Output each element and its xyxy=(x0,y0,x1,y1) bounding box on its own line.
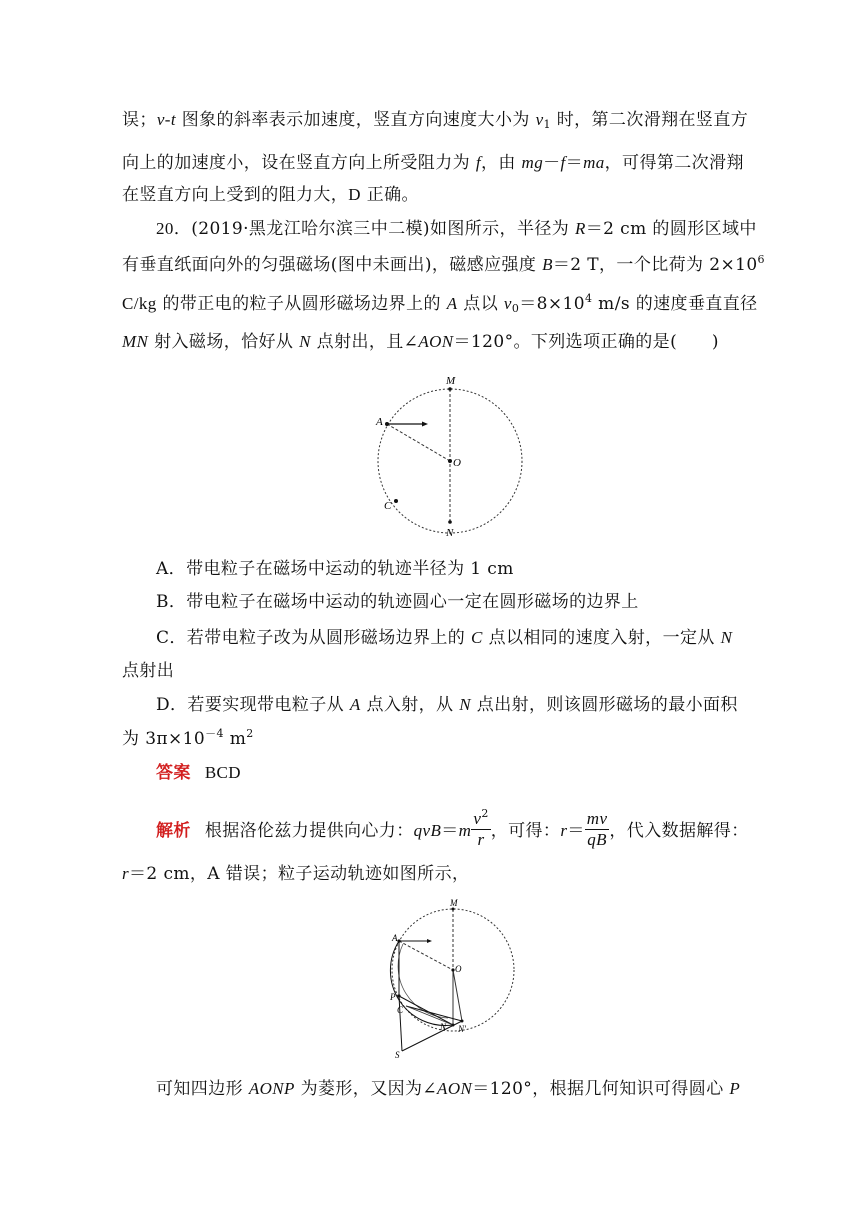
figure-trajectory xyxy=(380,896,530,1066)
arrow-head xyxy=(427,939,432,943)
label-a: A xyxy=(376,416,383,428)
option-a: A．带电粒子在磁场中运动的轨迹半径为 1 cm xyxy=(156,559,514,579)
point-a xyxy=(385,422,389,426)
label-o: O xyxy=(453,457,461,469)
option-c-cont: 点射出 xyxy=(122,661,175,681)
label-o: O xyxy=(455,964,462,974)
label-c: C xyxy=(397,1005,404,1015)
label-p: P xyxy=(390,992,396,1002)
question-20-line-3: C/kg 的带正电的粒子从圆形磁场边界上的 A 点以 $v_0=8\times 10^4$ m/s 的速度垂直直径 xyxy=(122,292,758,315)
label-n: N xyxy=(446,527,454,539)
label-m: M xyxy=(446,375,456,387)
figure-circle-field xyxy=(360,366,540,546)
answer-label: 答案 xyxy=(156,763,191,783)
answer-value: BCD xyxy=(204,763,241,782)
label-n: N xyxy=(440,1022,447,1032)
point-c xyxy=(394,499,398,503)
radius-ao xyxy=(387,424,450,461)
answer-line xyxy=(156,761,860,785)
label-n-prime: N' xyxy=(458,1024,466,1034)
option-c: C．若带电粒子改为从圆形磁场边界上的 C 点以相同的速度入射，一定从 N xyxy=(156,628,733,648)
arc-inner xyxy=(398,944,448,1018)
label-s: S xyxy=(395,1050,400,1060)
text-line-2: 向上的加速度小，设在竖直方向上所受阻力为 f，由 mg－f＝ma，可得第二次滑翔 xyxy=(122,153,744,173)
analysis-line-2: r＝2 cm，A 错误；粒子运动轨迹如图所示， xyxy=(122,864,470,884)
label-m: M xyxy=(450,898,458,908)
line-cn xyxy=(406,1006,462,1021)
point-o xyxy=(448,459,452,463)
option-d: D．若要实现带电粒子从 A 点入射，从 N 点出射，则该圆形磁场的最小面积 xyxy=(156,695,738,715)
fraction-mv-over-qb: $\frac{mv}{qB}$ xyxy=(586,809,608,849)
line-on-prime xyxy=(453,970,462,1021)
question-20-line-4: MN 射入磁场，恰好从 N 点射出，且∠AON＝120°。下列选项正确的是( ) xyxy=(122,332,719,352)
analysis-line-1: 解析 根据洛伦兹力提供向心力：qvB＝m $\frac{v^2}{r}$ ，可得：r＝ $\frac{mv}{qB}$ ，代入数据解得： xyxy=(156,807,749,849)
label-a: A xyxy=(392,933,398,943)
fraction-v2-over-r: $\frac{v^2}{r}$ xyxy=(473,807,489,849)
question-20-line-2: 有垂直纸面向外的匀强磁场(图中未画出)，磁感应强度 B＝2 T，一个比荷为 $2\times 10^6$ xyxy=(122,253,765,275)
text-line-1: 误；v-t 图象的斜率表示加速度，竖直方向速度大小为 $v_1$ 时，第二次滑翔在竖直方 xyxy=(122,110,749,131)
option-b: B．带电粒子在磁场中运动的轨迹圆心一定在圆形磁场的边界上 xyxy=(156,592,639,612)
text-line-3: 在竖直方向上受到的阻力大，D 正确。 xyxy=(122,185,419,205)
radius-ao xyxy=(399,941,453,970)
label-c: C xyxy=(384,500,392,512)
point-m xyxy=(448,387,452,391)
option-d-cont: 为 $3\pi\times 10^{-4}$ $m^2$ xyxy=(122,727,254,749)
analysis-line-3: 可知四边形 AONP 为菱形，又因为∠AON＝120°，根据几何知识可得圆心 P xyxy=(156,1079,741,1099)
question-20-line-1: 20．(2019·黑龙江哈尔滨三中二模)如图所示，半径为 R＝2 cm 的圆形区域中 xyxy=(156,219,757,239)
point-n xyxy=(448,520,452,524)
arrow-head xyxy=(422,422,428,427)
analysis-label: 解析 xyxy=(156,821,191,841)
